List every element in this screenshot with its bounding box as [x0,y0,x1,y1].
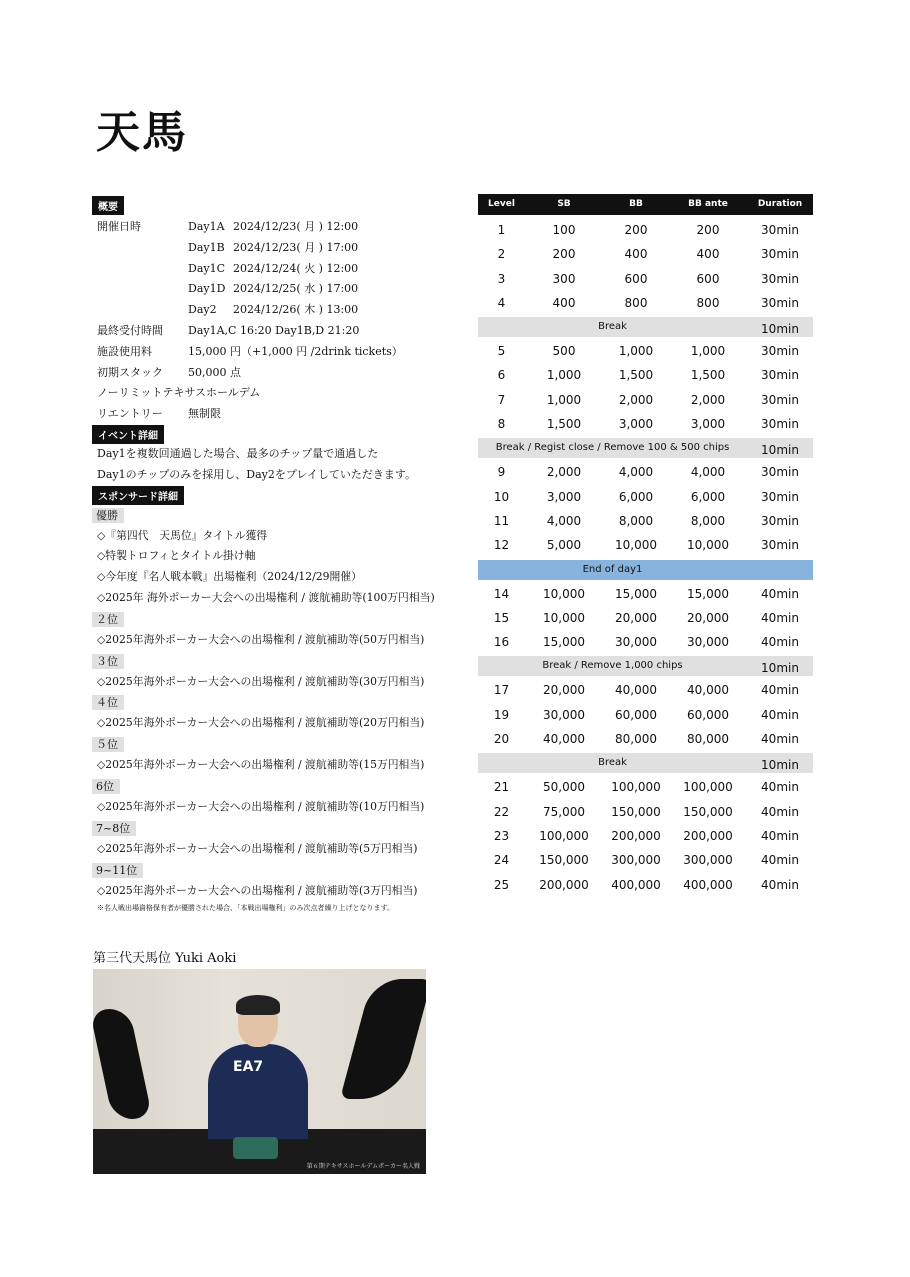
bb-cell: 15,000 [615,586,657,601]
place-label-wrap [92,860,472,881]
reentry-label: リエントリー [97,407,163,421]
stack-value: 50,000 点 [188,365,241,379]
level-row [478,363,813,387]
overview-header-wrap [92,196,472,215]
duration-cell: 30min [761,271,799,286]
bb-cell: 300,000 [611,853,661,868]
bb-ante-cell: 400 [696,247,720,262]
level-row [478,291,813,315]
date-row [92,238,472,259]
places-list [92,609,472,902]
bb-ante-cell: 300,000 [683,853,733,868]
place-label-wrap [92,776,472,797]
bb-cell: 8,000 [618,513,654,528]
sb-cell: 200 [552,247,576,262]
sb-cell: 500 [552,344,576,359]
blind-structure-table [478,194,813,897]
bb-ante-cell: 15,000 [687,586,729,601]
break-label: Break / Regist close / Remove 100 & 500 chips [495,442,730,454]
sb-cell: 30,000 [543,707,585,722]
date-datetime: 2024/12/23( 月 ) 17:00 [233,240,359,254]
prize-item: ◇2025年海外ポーカー大会への出場権利 / 渡航補助等(5万円相当) [97,841,418,855]
fee-label: 施設使用料 [97,344,152,358]
prize-item: ◇2025年 海外ポーカー大会への出場権利 / 渡航補助等(100万円相当) [97,590,435,604]
level-cell: 10 [493,489,510,504]
winner-label: 優勝 [92,508,124,523]
level-cell: 9 [497,465,506,480]
break-duration: 10min [761,443,799,458]
duration-cell: 30min [761,538,799,553]
place-label: ５位 [92,737,124,752]
sb-cell: 20,000 [543,683,585,698]
prize-item: ◇2025年海外ポーカー大会への出場権利 / 渡航補助等(3万円相当) [97,883,418,897]
sb-cell: 1,000 [546,368,582,383]
bb-cell: 40,000 [615,683,657,698]
duration-cell: 30min [761,489,799,504]
sb-cell: 150,000 [539,853,589,868]
break-row-wrap [478,315,813,339]
level-row [478,485,813,509]
level-row [478,873,813,897]
level-cell: 3 [497,271,506,286]
sb-cell: 300 [552,271,576,286]
level-cell: 23 [493,828,510,843]
stack-label: 初期スタック [97,365,163,379]
chip-stack [233,1137,278,1159]
level-row [478,267,813,291]
place-label-wrap [92,651,472,672]
bb-ante-cell: 6,000 [690,489,726,504]
break-row-wrap [478,654,813,678]
sb-cell: 5,000 [546,538,582,553]
header-bb-ante: BB ante [688,199,728,209]
level-row [478,678,813,702]
date-row [92,217,472,238]
sb-cell: 100 [552,223,576,237]
duration-cell: 40min [761,707,799,722]
sb-cell: 1,500 [546,417,582,432]
bb-ante-cell: 400,000 [683,877,733,892]
fee-value: 15,000 円（+1,000 円 /2drink tickets） [188,344,403,358]
duration-cell: 40min [761,780,799,795]
level-cell: 1 [497,223,506,237]
end-of-day-row [478,560,813,580]
event-detail-line: Day1のチップのみを採用し、Day2をプレイしていただきます。 [97,467,416,481]
duration-cell: 40min [761,877,799,892]
bb-cell: 400,000 [611,877,661,892]
duration-cell: 30min [761,247,799,262]
sb-cell: 10,000 [543,586,585,601]
place-label: 7~8位 [92,821,136,836]
level-row [478,339,813,363]
date-day: Day1A [188,220,225,233]
bb-cell: 20,000 [615,610,657,625]
level-row [478,460,813,484]
place-label-wrap [92,734,472,755]
sb-cell: 200,000 [539,877,589,892]
duration-cell: 30min [761,465,799,480]
sponsored-header-wrap [92,486,472,505]
table-body [478,218,813,897]
duration-cell: 40min [761,683,799,698]
bb-ante-cell: 8,000 [690,513,726,528]
level-cell: 7 [497,392,506,407]
sb-cell: 50,000 [543,780,585,795]
sb-cell: 4,000 [546,513,582,528]
bb-ante-cell: 60,000 [687,707,729,722]
duration-cell: 40min [761,804,799,819]
bb-ante-cell: 40,000 [687,683,729,698]
prize-item: ◇2025年海外ポーカー大会への出場権利 / 渡航補助等(15万円相当) [97,758,425,772]
bb-cell: 1,000 [618,344,654,359]
break-row [478,753,813,773]
place-label: ４位 [92,695,124,710]
event-detail-line: Day1を複数回通過した場合、最多のチップ量で通過した [97,446,379,460]
reentry-value: 無制限 [188,407,221,421]
bb-cell: 4,000 [618,465,654,480]
sb-cell: 1,000 [546,392,582,407]
level-cell: 4 [497,295,506,310]
level-cell: 11 [493,513,510,528]
bb-ante-cell: 1,000 [690,344,726,359]
bb-ante-cell: 800 [696,295,720,310]
late-reg-label: 最終受付時間 [97,323,163,337]
fee-row [92,342,472,363]
level-row [478,509,813,533]
break-row-wrap [478,558,813,582]
duration-cell: 30min [761,295,799,310]
break-duration: 10min [761,661,799,676]
level-cell: 5 [497,344,506,359]
break-row [478,656,813,676]
date-day: Day2 [188,303,217,317]
header-level: Level [488,199,515,209]
level-cell: 14 [493,586,510,601]
bb-cell: 30,000 [615,635,657,650]
event-header-wrap [92,425,472,444]
level-cell: 19 [493,707,510,722]
footnote: ※名人戦出場資格保有者が優勝された場合、「本戦出場権利」のみ次点者繰り上げとなります。 [97,904,394,913]
sb-cell: 15,000 [543,635,585,650]
date-datetime: 2024/12/25( 水 ) 17:00 [233,282,359,296]
break-label: Break / Remove 1,000 chips [542,660,683,672]
bb-cell: 150,000 [611,804,661,819]
date-row [92,279,472,300]
table-header-row [478,194,813,215]
photo-caption: 第三代天馬位 Yuki Aoki [93,951,237,966]
game-type: ノーリミットテキサスホールデム [97,386,261,400]
duration-cell: 40min [761,732,799,747]
bb-cell: 60,000 [615,707,657,722]
reentry-row [92,404,472,425]
date-datetime: 2024/12/26( 木 ) 13:00 [233,303,359,317]
duration-cell: 30min [761,344,799,359]
prize-item: ◇『第四代 天馬位』タイトル獲得 [97,528,268,542]
level-cell: 24 [493,853,510,868]
duration-cell: 30min [761,417,799,432]
place-label: 9~11位 [92,863,143,878]
level-cell: 20 [493,732,510,747]
place-label: 6位 [92,779,120,794]
duration-cell: 40min [761,586,799,601]
level-row [478,388,813,412]
bb-cell: 80,000 [615,732,657,747]
date-row [92,259,472,280]
sb-cell: 400 [552,295,576,310]
duration-cell: 40min [761,828,799,843]
bb-ante-cell: 1,500 [690,368,726,383]
bb-cell: 400 [624,247,648,262]
bb-ante-cell: 200 [696,223,720,237]
place-label: ３位 [92,654,124,669]
break-duration: 10min [761,322,799,337]
level-cell: 16 [493,635,510,650]
duration-cell: 40min [761,853,799,868]
overview-header: 概要 [92,196,124,215]
event-details-header: イベント詳細 [92,425,164,444]
bb-cell: 1,500 [618,368,654,383]
sb-cell: 100,000 [539,828,589,843]
level-row [478,775,813,799]
level-row [478,630,813,654]
bb-cell: 200,000 [611,828,661,843]
date-label: 開催日時 [97,220,141,233]
date-day: Day1B [188,240,225,254]
level-row [478,824,813,848]
date-row [92,300,472,321]
sponsored-header: スポンサード詳細 [92,486,184,505]
bb-ante-cell: 100,000 [683,780,733,795]
bb-cell: 800 [624,295,648,310]
bb-cell: 10,000 [615,538,657,553]
level-row [478,848,813,872]
prize-item: ◇2025年海外ポーカー大会への出場権利 / 渡航補助等(30万円相当) [97,674,425,688]
place-label-wrap [92,818,472,839]
level-cell: 6 [497,368,506,383]
date-day: Day1D [188,282,226,296]
bb-cell: 200 [624,223,648,237]
level-row [478,727,813,751]
bb-cell: 3,000 [618,417,654,432]
winner-label-wrap [92,505,472,526]
bb-ante-cell: 80,000 [687,732,729,747]
bb-cell: 100,000 [611,780,661,795]
bb-ante-cell: 4,000 [690,465,726,480]
level-row [478,533,813,557]
break-duration: 10min [761,758,799,773]
duration-cell: 40min [761,610,799,625]
date-datetime: 2024/12/24( 火 ) 12:00 [233,261,359,275]
prize-item: ◇特製トロフィとタイトル掛け軸 [97,549,256,563]
break-label: End of day1 [582,563,643,575]
level-row [478,582,813,606]
bb-cell: 6,000 [618,489,654,504]
info-section [92,196,472,913]
break-row [478,317,813,337]
bb-cell: 600 [624,271,648,286]
level-cell: 22 [493,804,510,819]
level-cell: 12 [493,538,510,553]
bb-ante-cell: 20,000 [687,610,729,625]
sb-cell: 2,000 [546,465,582,480]
break-row-wrap [478,751,813,775]
date-day: Day1C [188,261,226,275]
level-row [478,606,813,630]
level-row [478,703,813,727]
prize-item: ◇2025年海外ポーカー大会への出場権利 / 渡航補助等(20万円相当) [97,716,425,730]
level-row [478,218,813,242]
page-title: 天馬 [96,107,188,158]
date-datetime: 2024/12/23( 月 ) 12:00 [233,220,359,233]
bb-ante-cell: 10,000 [687,538,729,553]
bb-cell: 2,000 [618,392,654,407]
sb-cell: 10,000 [543,610,585,625]
place-label-wrap [92,692,472,713]
break-row-wrap [478,436,813,460]
level-cell: 8 [497,417,506,432]
shirt-logo: EA7 [233,1059,264,1075]
bb-ante-cell: 30,000 [687,635,729,650]
late-reg-value: Day1A,C 16:20 Day1B,D 21:20 [188,323,360,337]
level-row [478,412,813,436]
table-banner-text: 第６期テキサスホールデムポーカー名人戦 [306,1163,420,1170]
duration-cell: 30min [761,223,799,237]
header-sb: SB [557,199,571,209]
header-duration: Duration [757,199,803,209]
level-cell: 25 [493,877,510,892]
stack-row [92,363,472,384]
duration-cell: 30min [761,513,799,528]
level-cell: 21 [493,780,510,795]
level-row [478,800,813,824]
figure-hair [236,995,280,1015]
bb-ante-cell: 3,000 [690,417,726,432]
break-label: Break [598,321,627,333]
break-label: Break [598,757,627,769]
bb-ante-cell: 150,000 [683,804,733,819]
place-label-wrap [92,609,472,630]
bb-ante-cell: 600 [696,271,720,286]
duration-cell: 30min [761,392,799,407]
header-bb: BB [629,199,643,209]
sb-cell: 75,000 [543,804,585,819]
prize-item: ◇2025年海外ポーカー大会への出場権利 / 渡航補助等(10万円相当) [97,799,425,813]
date-list [92,217,472,321]
bb-ante-cell: 2,000 [690,392,726,407]
break-row [478,438,813,458]
level-row [478,242,813,266]
game-row [92,383,472,404]
sb-cell: 3,000 [546,489,582,504]
prize-item: ◇2025年海外ポーカー大会への出場権利 / 渡航補助等(50万円相当) [97,632,425,646]
late-reg-row [92,321,472,342]
level-cell: 2 [497,247,506,262]
duration-cell: 30min [761,368,799,383]
bb-ante-cell: 200,000 [683,828,733,843]
level-cell: 17 [493,683,510,698]
duration-cell: 40min [761,635,799,650]
champion-photo [93,969,426,1174]
level-cell: 15 [493,610,510,625]
place-label: ２位 [92,612,124,627]
sb-cell: 40,000 [543,732,585,747]
prize-item: ◇今年度『名人戦本戦』出場権利（2024/12/29開催） [97,570,362,584]
